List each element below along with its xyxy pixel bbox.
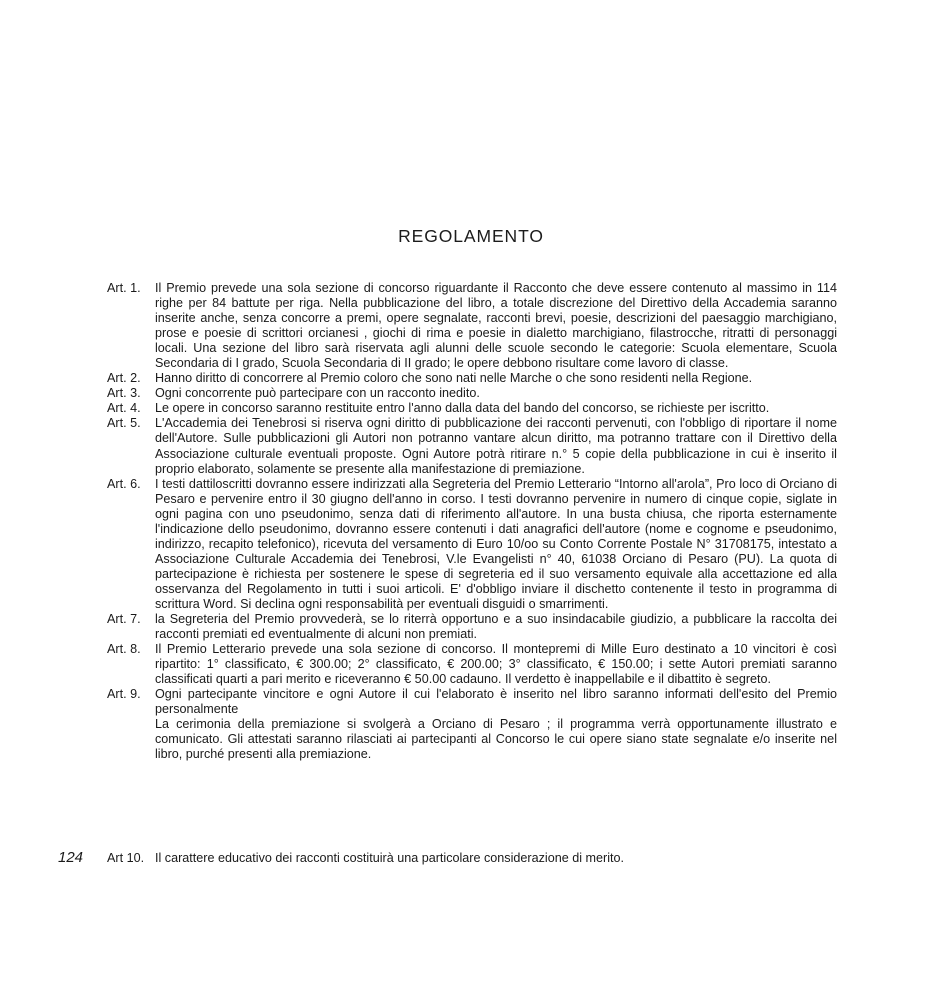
article-label: Art. 2. — [107, 371, 141, 386]
article-item — [107, 281, 837, 371]
article-text: L'Accademia dei Tenebrosi si riserva ogni diritto di pubblicazione dei racconti pervenuti, con l'obbligo di riportare il nome dell'Autore. Sulle pubblicazioni gli Autori non potranno vantare alcun diritto, ma potranno trattare con il Direttivo della Associazione culturale eventuali proposte. Ogni Autore potrà ritirare n.° 5 copie della pubblicazione in cui è inserito il proprio elaborato, solamente se presente alla manifestazione di premiazione. — [155, 416, 837, 476]
article-text: I testi dattiloscritti dovranno essere indirizzati alla Segreteria del Premio Letterario “Intorno all'arola”, Pro loco di Orciano di Pesaro e pervenire entro il 30 giugno dell'anno in corso. I testi dovranno pervenire in numero di cinque copie, siglate in ogni pagina con uno pseudonimo, senza dati di riferimento all'autore. In una busta chiusa, che riporta esternamente l'indicazione dello pseudonimo, dovranno essere contenuti i dati anagrafici dell'autore (nome e cognome e pseudonimo, indirizzo, recapito telefonico), ricevuta del versamento di Euro 10/oo su Conto Corrente Postale N° 31708175, intestato a Associazione Culturale Accademia dei Tenebrosi, V.le Evangelisti n° 40, 61038 Orciano di Pesaro (PU). La quota di partecipazione è richiesta per sostenere le spese di segreteria ed il suo versamento equivale alla accettazione ed alla osservanza del Regolamento in tutti i suoi articoli. E' d'obbligo inviare il dischetto contenente il testo in programma di scrittura Word. Si declina ogni responsabilità per eventuali disguidi o smarrimenti. — [155, 476, 837, 611]
page-title: REGOLAMENTO — [398, 226, 544, 246]
article-item — [107, 687, 837, 762]
article-item — [107, 371, 837, 386]
regulation-articles — [107, 281, 837, 763]
article-item — [107, 477, 837, 612]
article-label: Art. 6. — [107, 476, 141, 491]
article-text: Il Premio prevede una sola sezione di concorso riguardante il Racconto che deve essere contenuto al massimo in 114 righe per 84 battute per riga. Nella pubblicazione del libro, a totale discrezione del Direttivo della Accademia saranno inserite anche, senza concorre a premi, opere segnalate, racconti brevi, poesie, descrizioni del paesaggio marchigiano, prose e poesie di scrittori orcianesi , giochi di rima e poesie in dialetto marchigiano, filastrocche, ritratti di personaggi locali. Una sezione del libro sarà riservata agli alunni delle scuole secondo le categorie: Scuola elementare, Scuola Secondaria di I grado, Scuola Secondaria di II grado; le opere debbono risultare come lavoro di classe. — [155, 281, 837, 371]
article-label: Art. 9. — [107, 687, 141, 702]
article-text: Il carattere educativo dei racconti costituirà una particolare considerazione di merito. — [155, 851, 625, 865]
article-label: Art. 7. — [107, 612, 141, 627]
article-text-group — [155, 687, 837, 762]
article-label: Art 10. — [107, 851, 145, 865]
article-text: Ogni concorrente può partecipare con un racconto inedito. — [155, 386, 480, 401]
article-item — [107, 851, 837, 866]
article-label: Art. 3. — [107, 386, 141, 401]
article-item — [107, 612, 837, 642]
article-text-continued: La cerimonia della premiazione si svolgerà a Orciano di Pesaro ; il programma verrà opportunamente illustrato e comunicato. Gli attestati saranno rilasciati ai partecipanti al Concorso le cui opere siano state segnalate e/o inserite nel libro, purché presenti alla premiazione. — [155, 717, 837, 762]
article-label: Art. 1. — [107, 281, 141, 295]
article-text: la Segreteria del Premio provvederà, se lo riterrà opportuno e a suo insindacabile giudizio, a pubblicare la raccolta dei racconti premiati ed eventualmente di alcuni non premiati. — [155, 612, 837, 642]
page-number: 124 — [58, 849, 84, 866]
article-item — [107, 416, 837, 476]
article-text: Ogni partecipante vincitore e ogni Autore il cui l'elaborato è inserito nel libro saranno informati dell'esito del Premio personalmente — [155, 687, 837, 717]
article-text: Le opere in concorso saranno restituite entro l'anno dalla data del bando del concorso, se richieste per iscritto. — [155, 401, 770, 416]
article-item — [107, 642, 837, 687]
article-label: Art. 4. — [107, 401, 141, 416]
article-label: Art. 5. — [107, 416, 141, 431]
article-item — [107, 401, 837, 416]
article-text: Il Premio Letterario prevede una sola sezione di concorso. Il montepremi di Mille Euro destinato a 10 vincitori è così ripartito: 1° classificato, € 300.00; 2° classificato, € 200.00; 3° classificato, € 150.00; i sette Autori premiati saranno classificati quarti a pari merito e riceveranno € 50.00 cadauno. Il verdetto è inappellabile e il dibattito è segreto. — [155, 642, 837, 687]
article-label: Art. 8. — [107, 642, 141, 657]
article-text: Hanno diritto di concorrere al Premio coloro che sono nati nelle Marche o che sono residenti nella Regione. — [155, 371, 753, 386]
article-item — [107, 386, 837, 401]
